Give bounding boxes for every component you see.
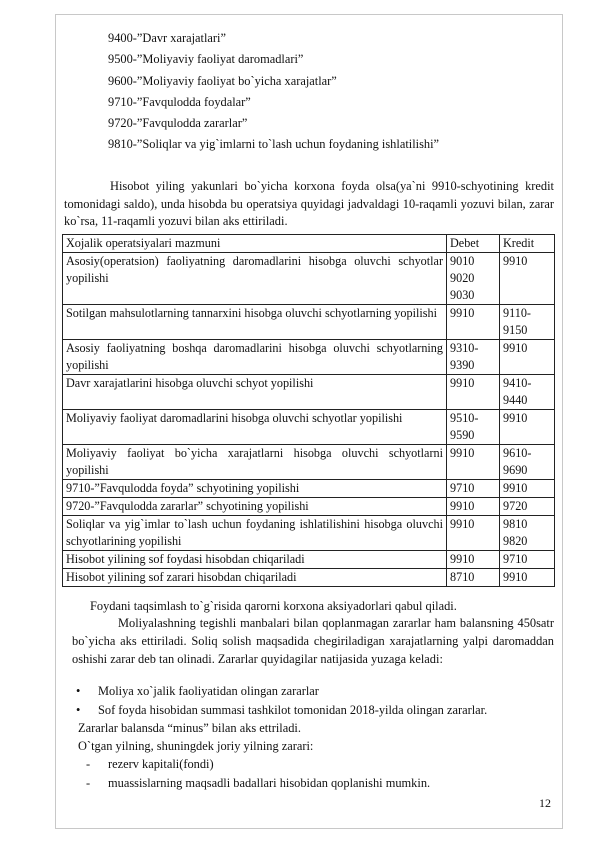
debet-code: 9010	[450, 254, 475, 268]
debet-code: 9910	[450, 552, 475, 566]
code-line: 9600-”Moliyaviy faoliyat bo`yicha xarajatlar”	[108, 73, 337, 88]
list-item-text: Sof foyda hisobidan summasi tashkilot tomonidan 2018-yilda olingan zararlar.	[98, 703, 488, 717]
debet-cell	[447, 516, 500, 551]
header-kredit: Kredit	[500, 235, 555, 253]
debet-cell	[447, 498, 500, 516]
balance-text: Moliyalashning tegishli manbalari bilan qoplanmagan zararlar ham balansning 450satr bo`yicha aks ettiriladi. Soliq solish maqsadida chegiriladigan xarajatlarning yalpi daromaddan oshishi zarar deb tan olinadi. Zararlar quyidagilar natijasida yuzaga keladi:	[72, 616, 554, 666]
kredit-cell	[500, 375, 555, 410]
kredit-code: 9910	[503, 411, 528, 425]
kredit-code: 9910	[503, 254, 528, 268]
kredit-cell	[500, 480, 555, 498]
kredit-code: 9910	[503, 570, 528, 584]
debet-cell	[447, 410, 500, 445]
account-code-list	[108, 28, 439, 156]
operation-cell: Sotilgan mahsulotlarning tannarxini hisobga oluvchi schyotlarning yopilishi	[63, 305, 447, 340]
losses-line: O`tgan yilning, shuningdek joriy yilning zarari:	[78, 739, 314, 753]
debet-code: 9910	[450, 306, 475, 320]
operation-cell: Hisobot yilining sof zarari hisobdan chiqariladi	[63, 569, 447, 587]
coverage-list	[86, 755, 430, 793]
table-row	[63, 375, 555, 410]
operation-cell: Davr xarajatlarini hisobga oluvchi schyot yopilishi	[63, 375, 447, 410]
debet-code: 9390	[450, 358, 475, 372]
table-row	[63, 340, 555, 375]
bullet-marker: •	[76, 703, 81, 717]
kredit-code: 9440	[503, 393, 528, 407]
debet-code: 9910	[450, 499, 475, 513]
debet-code: 9030	[450, 288, 475, 302]
table-row	[63, 498, 555, 516]
kredit-code: 9910	[503, 481, 528, 495]
kredit-cell	[500, 445, 555, 480]
table-row	[63, 480, 555, 498]
bullet-marker: •	[76, 684, 81, 698]
header-debet: Debet	[447, 235, 500, 253]
operation-cell: Moliyaviy faoliyat daromadlarini hisobga oluvchi schyotlar yopilishi	[63, 410, 447, 445]
debet-code: 8710	[450, 570, 475, 584]
list-item-text: rezerv kapitali(fondi)	[108, 757, 214, 771]
operation-cell: 9720-”Favqulodda zararlar” schyotining yopilishi	[63, 498, 447, 516]
table-row	[63, 551, 555, 569]
kredit-code: 9720	[503, 499, 528, 513]
debet-cell	[447, 551, 500, 569]
intro-paragraph	[64, 178, 554, 231]
operation-cell: Asosiy faoliyatning boshqa daromadlarini hisobga oluvchi schyotlarning yopilishi	[63, 340, 447, 375]
code-line: 9720-”Favqulodda zararlar”	[108, 116, 248, 131]
kredit-code: 9710	[503, 552, 528, 566]
table-row	[63, 445, 555, 480]
kredit-code: 9610-	[503, 446, 532, 460]
balance-paragraph	[72, 614, 554, 668]
debet-code: 9710	[450, 481, 475, 495]
operation-cell: Moliyaviy faoliyat bo`yicha xarajatlarni hisobga oluvchi schyotlarni yopilishi	[63, 445, 447, 480]
kredit-cell	[500, 498, 555, 516]
kredit-code: 9150	[503, 323, 528, 337]
list-item	[86, 774, 430, 793]
code-line: 9710-”Favqulodda foydalar”	[108, 94, 251, 109]
kredit-cell	[500, 516, 555, 551]
table-row	[63, 410, 555, 445]
page-number: 12	[539, 796, 551, 810]
table-header-row	[63, 235, 555, 253]
operation-cell: Soliqlar va yig`imlar to`lash uchun foydaning ishlatilishini hisobga oluvchi schyotlarining yopilishi	[63, 516, 447, 551]
kredit-cell	[500, 569, 555, 587]
debet-code: 9310-	[450, 341, 479, 355]
table-row	[63, 305, 555, 340]
table-row	[63, 253, 555, 305]
list-item	[72, 682, 487, 701]
code-line: 9400-”Davr xarajatlari”	[108, 31, 226, 45]
list-item	[72, 701, 487, 720]
debet-code: 9910	[450, 376, 475, 390]
table-row	[63, 569, 555, 587]
operation-cell: 9710-”Favqulodda foyda” schyotining yopilishi	[63, 480, 447, 498]
dash-marker: -	[86, 776, 91, 790]
debet-code: 9910	[450, 517, 475, 531]
code-line: 9810-”Soliqlar va yig`imlarni to`lash uchun foydaning ishlatilishi”	[108, 137, 440, 152]
dash-marker: -	[86, 757, 91, 771]
debet-cell	[447, 375, 500, 410]
kredit-code: 9820	[503, 534, 528, 548]
table-row	[63, 516, 555, 551]
header-operations: Xojalik operatsiyalari mazmuni	[63, 235, 447, 253]
kredit-cell	[500, 410, 555, 445]
kredit-cell	[500, 305, 555, 340]
debet-code: 9590	[450, 428, 475, 442]
debet-cell	[447, 340, 500, 375]
list-item	[86, 755, 430, 774]
loss-sources-list	[72, 682, 487, 720]
debet-code: 9910	[450, 446, 475, 460]
list-item-text: Moliya xo`jalik faoliyatidan olingan zararlar	[98, 684, 319, 698]
kredit-cell	[500, 551, 555, 569]
code-line: 9500-”Moliyaviy faoliyat daromadlari”	[108, 52, 304, 67]
debet-cell	[447, 253, 500, 305]
debet-code: 9510-	[450, 411, 479, 425]
kredit-code: 9810	[503, 517, 528, 531]
distribution-note: Foydani taqsimlash to`g`risida qarorni korxona aksiyadorlari qabul qiladi.	[90, 599, 457, 613]
intro-text: Hisobot yiling yakunlari bo`yicha korxona foyda olsa(ya`ni 9910-schyotining kredit tomonidagi saldo), unda hisobda bu operatsiya quyidagi jadvaldagi 10-raqamli yozuvi bilan, zarar ko`rsa, 11-raqamli yozuvi bilan aks ettiriladi.	[64, 179, 554, 228]
table-body	[63, 253, 555, 587]
debet-cell	[447, 445, 500, 480]
kredit-code: 9110-	[503, 306, 531, 320]
kredit-code: 9910	[503, 341, 528, 355]
kredit-code: 9410-	[503, 376, 532, 390]
debet-cell	[447, 305, 500, 340]
operation-cell: Hisobot yilining sof foydasi hisobdan chiqariladi	[63, 551, 447, 569]
minus-line: Zararlar balansda “minus” bilan aks ettriladi.	[78, 721, 301, 735]
operation-cell: Asosiy(operatsion) faoliyatning daromadlarini hisobga oluvchi schyotlar yopilishi	[63, 253, 447, 305]
list-item-text: muassislarning maqsadli badallari hisobidan qoplanishi mumkin.	[108, 776, 431, 790]
kredit-code: 9690	[503, 463, 528, 477]
debet-cell	[447, 569, 500, 587]
debet-code: 9020	[450, 271, 475, 285]
operations-table	[62, 234, 555, 587]
kredit-cell	[500, 340, 555, 375]
kredit-cell	[500, 253, 555, 305]
debet-cell	[447, 480, 500, 498]
